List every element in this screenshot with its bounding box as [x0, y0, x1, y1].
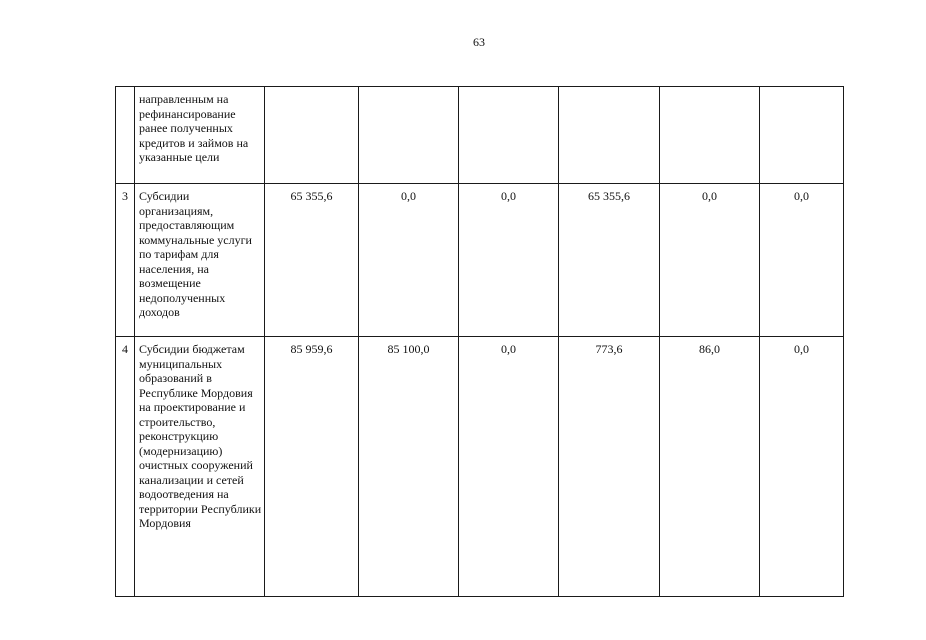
table-row: [116, 337, 844, 597]
value-cell: 0,0: [760, 337, 844, 597]
row-number: 3: [116, 184, 135, 337]
value-cell: 0,0: [359, 184, 459, 337]
value-cell: 773,6: [559, 337, 660, 597]
value-cell: [265, 87, 359, 184]
row-number: [116, 87, 135, 184]
row-name: направленным на рефинансирование ранее полученных кредитов и займов на указанные цели: [135, 87, 265, 184]
row-name: Субсидии организациям, предоставляющим коммунальные услуги по тарифам для населения, на возмещение недополученных доходов: [135, 184, 265, 337]
value-cell: [660, 87, 760, 184]
value-cell: 0,0: [459, 337, 559, 597]
table-row: [116, 184, 844, 337]
value-cell: 85 100,0: [359, 337, 459, 597]
value-cell: 0,0: [660, 184, 760, 337]
row-number: 4: [116, 337, 135, 597]
table-row: [116, 87, 844, 184]
value-cell: [559, 87, 660, 184]
row-name: Субсидии бюджетам муниципальных образований в Республике Мордовия на проектирование и строительство, реконструкцию (модернизацию) очистных сооружений канализации и сетей водоотведения на территории Республики Мордовия: [135, 337, 265, 597]
value-cell: 65 355,6: [265, 184, 359, 337]
value-cell: 0,0: [459, 184, 559, 337]
value-cell: [760, 87, 844, 184]
value-cell: 85 959,6: [265, 337, 359, 597]
value-cell: 65 355,6: [559, 184, 660, 337]
value-cell: 0,0: [760, 184, 844, 337]
value-cell: 86,0: [660, 337, 760, 597]
value-cell: [459, 87, 559, 184]
budget-table: [115, 86, 844, 597]
value-cell: [359, 87, 459, 184]
page-number: 63: [473, 35, 485, 49]
